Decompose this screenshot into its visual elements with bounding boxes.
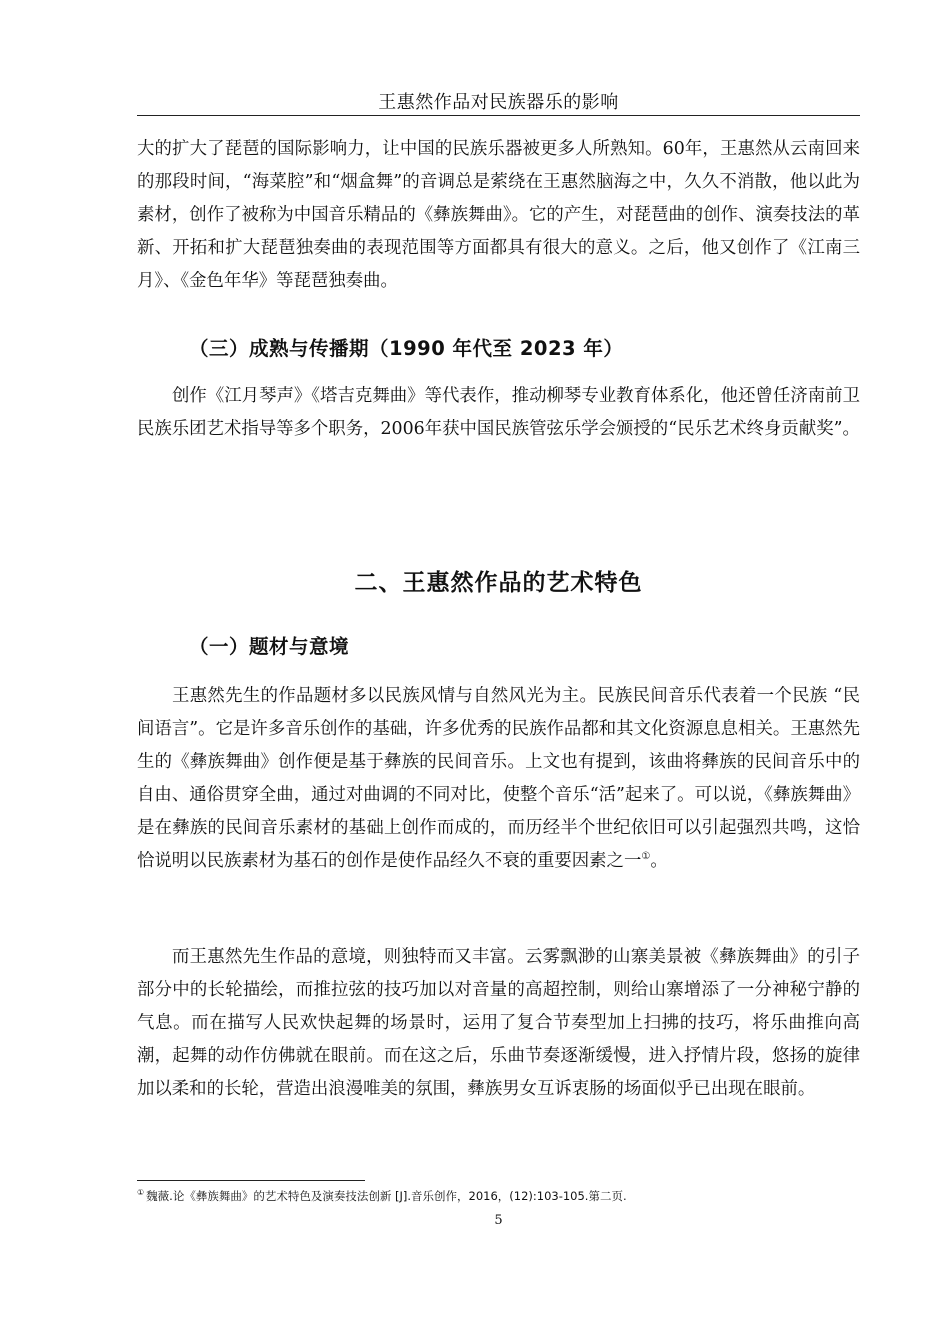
paragraph-theme-period: 。: [650, 851, 668, 871]
running-header: 王惠然作品对民族器乐的影响: [378, 92, 619, 113]
section-heading-artistic-features: 二、王惠然作品的艺术特色: [354, 570, 643, 596]
paragraph-mood: 而王惠然先生作品的意境，则独特而又丰富。云雾飘渺的山寨美景被《彝族舞曲》的引子部分中的长轮描绘，而推拉弦的技巧加以对音量的高超控制，则给山寨增添了一分神秘宁静的气息。而在描写人民欢快起舞的场景时，运用了复合节奏型加上扫拂的技巧，将乐曲推向高潮，起舞的动作仿佛就在眼前。而在这之后，乐曲节奏逐渐缓慢，进入抒情片段，悠扬的旋律加以柔和的长轮，营造出浪漫唯美的氛围，彝族男女互诉衷肠的场面似乎已出现在眼前。: [137, 947, 860, 1099]
paragraph-pipa-influence: 大的扩大了琵琶的国际影响力，让中国的民族乐器被更多人所熟知。60年，王惠然从云南回来的那段时间，“海菜腔”和“烟盒舞”的音调总是萦绕在王惠然脑海之中，久久不消散，他以此为素材，创作了被称为中国音乐精品的《彝族舞曲》。它的产生，对琵琶曲的创作、演奏技法的革新、开拓和扩大琵琶独奏曲的表现范围等方面都具有很大的意义。之后，他又创作了《江南三月》、《金色年华》等琵琶独奏曲。: [137, 139, 860, 291]
paragraph-theme: [137, 680, 860, 878]
footnote-number: ①: [137, 1188, 145, 1198]
footnote-divider: [137, 1180, 365, 1181]
footnote-reference-mark[interactable]: ①: [641, 851, 651, 863]
footnote-text: 魏薇.论《彝族舞曲》的艺术特色及演奏技法创新 [J].音乐创作，2016，(12):103-105.第二页.: [146, 1189, 627, 1203]
footnote: [137, 1186, 860, 1206]
subheading-theme-and-mood: （一）题材与意境: [189, 635, 350, 658]
header-divider: [137, 115, 860, 116]
subheading-maturity-period: （三）成熟与传播期（1990 年代至 2023 年）: [189, 337, 624, 360]
paragraph-maturity-works: 创作《江月琴声》《塔吉克舞曲》等代表作，推动柳琴专业教育体系化，他还曾任济南前卫民族乐团艺术指导等多个职务，2006年获中国民族管弦乐学会颁授的“民乐艺术终身贡献奖”。: [137, 386, 860, 439]
paragraph-theme-text: 王惠然先生的作品题材多以民族风情与自然风光为主。民族民间音乐代表着一个民族 “民间语言”。它是许多音乐创作的基础，许多优秀的民族作品都和其文化资源息息相关。王惠然先生的《彝族舞曲》创作便是基于彝族的民间音乐。上文也有提到，该曲将彝族的民间音乐中的自由、通俗贯穿全曲，通过对曲调的不同对比，使整个音乐“活”起来了。可以说，《彝族舞曲》是在彝族的民间音乐素材的基础上创作而成的，而历经半个世纪依旧可以引起强烈共鸣，这恰恰说明以民族素材为基石的创作是使作品经久不衰的重要因素之一: [137, 686, 860, 871]
page-number: 5: [494, 1213, 503, 1228]
